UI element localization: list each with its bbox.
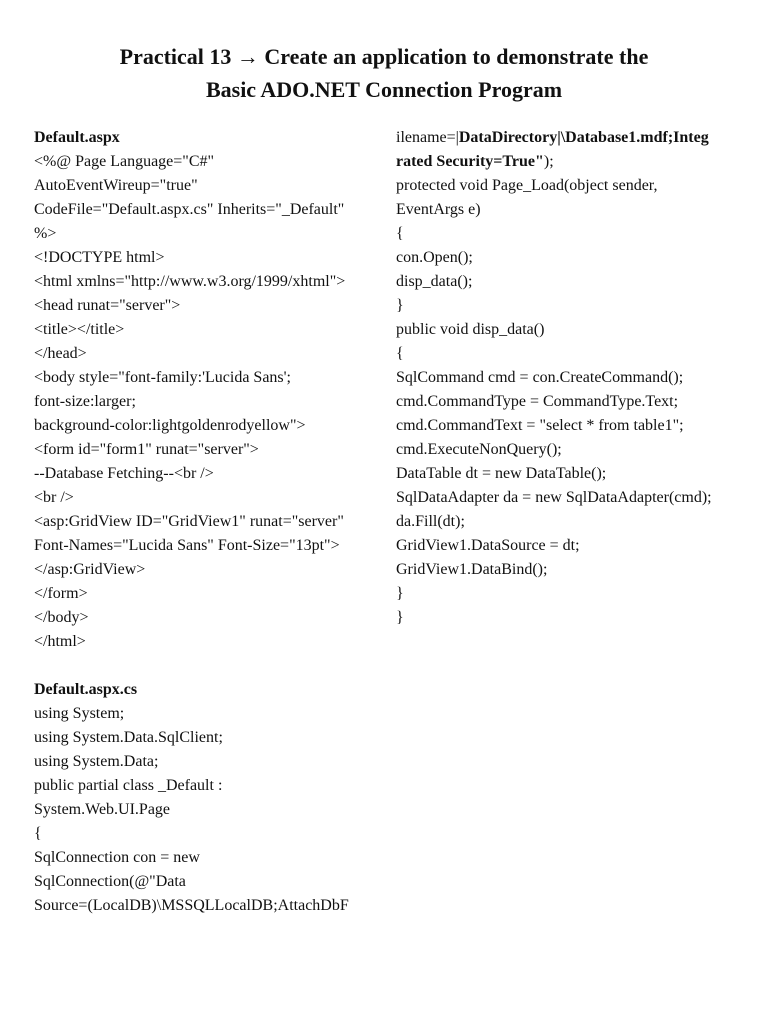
code-text-bold: DataDirectory|\Database1.mdf;Integ xyxy=(458,129,709,146)
code-line: <br /> xyxy=(34,489,74,506)
code-line: public partial class _Default : xyxy=(34,777,223,794)
code-line: <html xmlns="http://www.w3.org/1999/xhtml"> xyxy=(34,273,346,290)
code-line: System.Web.UI.Page xyxy=(34,801,171,818)
code-line xyxy=(396,126,756,150)
code-line: con.Open(); xyxy=(396,249,473,266)
code-line: SqlDataAdapter da = new SqlDataAdapter(cmd); xyxy=(396,489,712,506)
aspx-file-heading: Default.aspx xyxy=(34,129,120,146)
code-line: font-size:larger; xyxy=(34,393,136,410)
code-line: %> xyxy=(34,225,57,242)
code-line: GridView1.DataBind(); xyxy=(396,561,548,578)
section-gap xyxy=(34,654,386,678)
code-line: GridView1.DataSource = dt; xyxy=(396,537,580,554)
code-line: SqlCommand cmd = con.CreateCommand(); xyxy=(396,369,684,386)
code-line: </head> xyxy=(34,345,87,362)
code-text-bold: rated Security=True" xyxy=(396,153,544,170)
code-line: using System.Data; xyxy=(34,753,159,770)
code-line: SqlConnection con = new xyxy=(34,849,200,866)
code-line: protected void Page_Load(object sender, xyxy=(396,177,658,194)
right-column xyxy=(396,126,756,630)
code-line: AutoEventWireup="true" xyxy=(34,177,198,194)
code-line: } xyxy=(396,585,404,602)
aspx-code-block xyxy=(34,150,386,654)
code-line: Source=(LocalDB)\MSSQLLocalDB;AttachDbF xyxy=(34,897,349,914)
code-line: cmd.ExecuteNonQuery(); xyxy=(396,441,562,458)
code-line: <head runat="server"> xyxy=(34,297,181,314)
cs-code-block-continued xyxy=(396,174,756,630)
code-line: cmd.CommandText = "select * from table1"; xyxy=(396,417,684,434)
code-line: SqlConnection(@"Data xyxy=(34,873,186,890)
code-text: ); xyxy=(543,153,554,170)
title-line-2: Basic ADO.NET Connection Program xyxy=(205,77,563,102)
code-line: CodeFile="Default.aspx.cs" Inherits="_Default" xyxy=(34,201,345,218)
code-line: using System.Data.SqlClient; xyxy=(34,729,223,746)
code-line: </body> xyxy=(34,609,89,626)
code-line: Font-Names="Lucida Sans" Font-Size="13pt"> xyxy=(34,537,340,554)
code-line: DataTable dt = new DataTable(); xyxy=(396,465,607,482)
code-line xyxy=(396,150,756,174)
code-line: } xyxy=(396,297,404,314)
code-line: </html> xyxy=(34,633,86,650)
code-line: da.Fill(dt); xyxy=(396,513,465,530)
code-text: ilename=| xyxy=(396,129,459,146)
code-line: <!DOCTYPE html> xyxy=(34,249,165,266)
code-line: <body style="font-family:'Lucida Sans'; xyxy=(34,369,291,386)
code-line: public void disp_data() xyxy=(396,321,545,338)
code-line: <%@ Page Language="C#" xyxy=(34,153,215,170)
code-line: EventArgs e) xyxy=(396,201,481,218)
code-line: using System; xyxy=(34,705,125,722)
title-line-1: Practical 13 → Create an application to demonstrate the xyxy=(119,44,649,69)
left-column xyxy=(34,126,386,918)
code-line: } xyxy=(396,609,404,626)
code-line: { xyxy=(396,345,404,362)
code-line: { xyxy=(396,225,404,242)
code-line: </form> xyxy=(34,585,88,602)
code-line: </asp:GridView> xyxy=(34,561,146,578)
code-line: background-color:lightgoldenrodyellow"> xyxy=(34,417,306,434)
code-line: cmd.CommandType = CommandType.Text; xyxy=(396,393,679,410)
code-line: disp_data(); xyxy=(396,273,473,290)
cs-code-block xyxy=(34,702,386,918)
code-line: <form id="form1" runat="server"> xyxy=(34,441,259,458)
cs-file-heading: Default.aspx.cs xyxy=(34,681,138,698)
code-line: <asp:GridView ID="GridView1" runat="server" xyxy=(34,513,344,530)
page-title xyxy=(0,40,768,106)
code-line: <title></title> xyxy=(34,321,125,338)
code-line: --Database Fetching--<br /> xyxy=(34,465,214,482)
code-line: { xyxy=(34,825,42,842)
